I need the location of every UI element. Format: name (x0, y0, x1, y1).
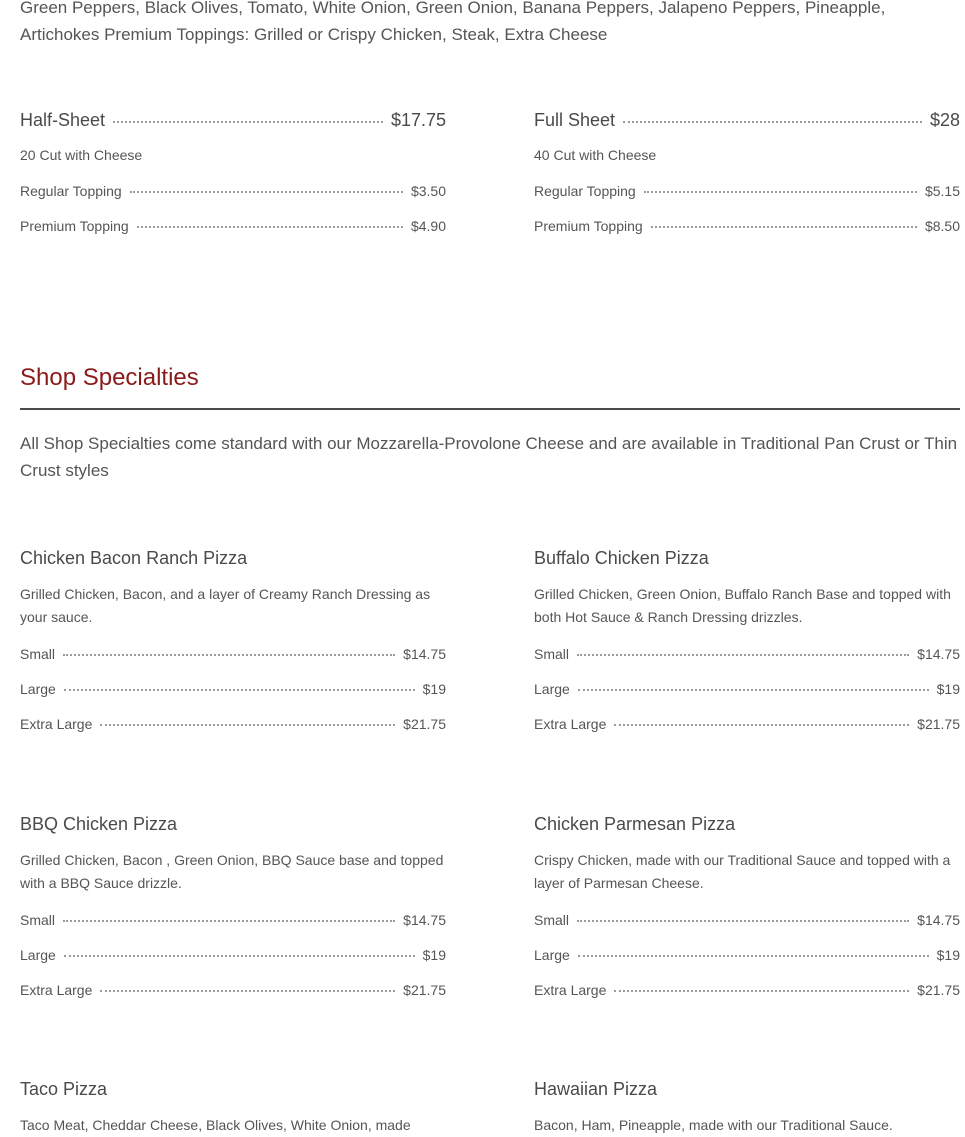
size-price: $14.75 (917, 912, 960, 928)
half-sheet-block (20, 110, 446, 234)
dot-leader (644, 191, 917, 193)
dot-leader (578, 689, 929, 691)
size-label: Extra Large (534, 716, 607, 732)
dot-leader (63, 920, 395, 922)
full-sheet-block (534, 110, 960, 234)
size-price: $21.75 (917, 716, 960, 732)
size-row-small (534, 912, 960, 928)
size-price: $21.75 (403, 982, 446, 998)
size-row-small (20, 646, 446, 662)
full-sheet-price: $28 (929, 110, 960, 130)
size-row-large (20, 947, 446, 963)
dot-leader (614, 990, 909, 992)
size-row-small (534, 646, 960, 662)
item-description: Bacon, Ham, Pineapple, made with our Traditional Sauce. (534, 1117, 893, 1133)
item-description: Grilled Chicken, Bacon , Green Onion, BBQ Sauce base and topped with a BBQ Sauce drizzle. (20, 852, 444, 891)
item-name: Chicken Parmesan Pizza (534, 814, 736, 834)
size-price: $19 (422, 681, 446, 697)
option-price: $4.90 (410, 218, 446, 234)
item-description: Crispy Chicken, made with our Traditional Sauce and topped with a layer of Parmesan Cheese. (534, 852, 951, 891)
size-row-extra-large (534, 982, 960, 998)
dot-leader (64, 689, 415, 691)
size-price: $19 (936, 947, 960, 963)
size-price: $21.75 (917, 982, 960, 998)
half-sheet-premium-topping-row (20, 218, 446, 234)
half-sheet-row (20, 110, 446, 131)
specialties-intro: All Shop Specialties come standard with our Mozzarella-Provolone Cheese and are available in Traditional Pan Crust or Thin Crust styles (20, 434, 958, 480)
menu-item-bbq-chicken (20, 813, 446, 998)
size-label: Small (20, 646, 56, 662)
item-description: Taco Meat, Cheddar Cheese, Black Olives, White Onion, made (20, 1117, 411, 1133)
size-label: Large (534, 947, 570, 963)
dot-leader (614, 724, 909, 726)
dot-leader (578, 955, 929, 957)
half-sheet-name: Half-Sheet (20, 110, 106, 130)
option-price: $5.15 (924, 183, 960, 199)
item-name: Taco Pizza (20, 1079, 108, 1099)
full-sheet-row (534, 110, 960, 131)
section-title-shop-specialties: Shop Specialties (20, 364, 199, 391)
item-name: Chicken Bacon Ranch Pizza (20, 548, 248, 568)
option-label: Premium Topping (20, 218, 129, 234)
size-label: Extra Large (20, 982, 93, 998)
dot-leader (137, 226, 403, 228)
size-label: Small (20, 912, 56, 928)
full-sheet-regular-topping-row (534, 183, 960, 199)
size-label: Small (534, 912, 570, 928)
section-divider (20, 408, 960, 410)
size-price: $19 (422, 947, 446, 963)
size-row-extra-large (20, 982, 446, 998)
size-price: $19 (936, 681, 960, 697)
dot-leader (577, 654, 909, 656)
size-row-extra-large (20, 716, 446, 732)
dot-leader (130, 191, 403, 193)
dot-leader (63, 654, 395, 656)
option-price: $3.50 (410, 183, 446, 199)
size-price: $21.75 (403, 716, 446, 732)
dot-leader (651, 226, 917, 228)
size-label: Large (20, 681, 56, 697)
size-label: Extra Large (534, 982, 607, 998)
full-sheet-premium-topping-row (534, 218, 960, 234)
dot-leader (100, 724, 395, 726)
size-label: Extra Large (20, 716, 93, 732)
menu-item-hawaiian (534, 1078, 960, 1137)
dot-leader (577, 920, 909, 922)
full-sheet-description: 40 Cut with Cheese (534, 147, 657, 163)
size-price: $14.75 (917, 646, 960, 662)
item-name: BBQ Chicken Pizza (20, 814, 178, 834)
full-sheet-name: Full Sheet (534, 110, 616, 130)
menu-item-taco (20, 1078, 446, 1137)
size-row-extra-large (534, 716, 960, 732)
size-price: $14.75 (403, 912, 446, 928)
item-description: Grilled Chicken, Green Onion, Buffalo Ranch Base and topped with both Hot Sauce & Ranch Dressing drizzles. (534, 586, 951, 625)
item-description: Grilled Chicken, Bacon, and a layer of Creamy Ranch Dressing as your sauce. (20, 586, 431, 625)
half-sheet-description: 20 Cut with Cheese (20, 147, 143, 163)
size-price: $14.75 (403, 646, 446, 662)
toppings-list-text: Green Peppers, Black Olives, Tomato, White Onion, Green Onion, Banana Peppers, Jalapeno Peppers, Pineapple, Artichokes Premium Toppings: Grilled or Crispy Chicken, Steak, Extra Cheese (20, 0, 886, 44)
option-price: $8.50 (924, 218, 960, 234)
size-row-large (534, 681, 960, 697)
dot-leader (100, 990, 395, 992)
size-row-large (534, 947, 960, 963)
dot-leader (113, 121, 383, 123)
option-label: Regular Topping (534, 183, 636, 199)
item-name: Hawaiian Pizza (534, 1079, 658, 1099)
menu-item-chicken-parmesan (534, 813, 960, 998)
size-row-large (20, 681, 446, 697)
menu-item-buffalo-chicken (534, 547, 960, 732)
half-sheet-regular-topping-row (20, 183, 446, 199)
half-sheet-price: $17.75 (390, 110, 446, 130)
option-label: Regular Topping (20, 183, 122, 199)
size-row-small (20, 912, 446, 928)
dot-leader (623, 121, 922, 123)
size-label: Large (20, 947, 56, 963)
option-label: Premium Topping (534, 218, 643, 234)
item-name: Buffalo Chicken Pizza (534, 548, 709, 568)
menu-item-chicken-bacon-ranch (20, 547, 446, 732)
size-label: Large (534, 681, 570, 697)
size-label: Small (534, 646, 570, 662)
dot-leader (64, 955, 415, 957)
